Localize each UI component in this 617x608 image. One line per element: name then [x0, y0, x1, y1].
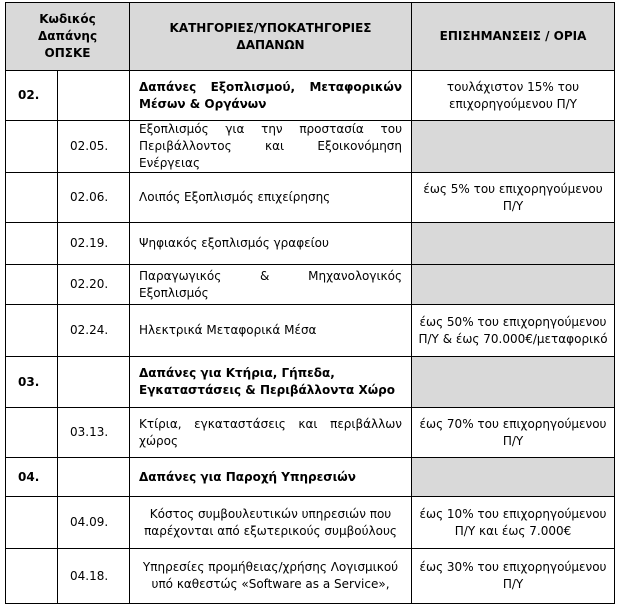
row-description — [130, 458, 412, 497]
row-note — [412, 173, 615, 223]
header-category-line: ΚΑΤΗΓΟΡΙΕΣ/ΥΠΟΚΑΤΗΓΟΡΙΕΣ — [169, 20, 372, 35]
row-note-empty — [412, 458, 615, 497]
row-note-line: έως 10% του επιχορηγούμενου — [419, 506, 607, 521]
row-note-line: Π/Υ — [502, 198, 524, 213]
row-description — [130, 121, 412, 173]
header-category-line: ΔΑΠΑΝΩΝ — [236, 37, 305, 52]
table-row — [6, 357, 615, 408]
row-code: 02.20. — [58, 265, 130, 305]
row-description — [130, 223, 412, 265]
empty-cell — [6, 497, 58, 549]
empty-cell — [6, 173, 58, 223]
row-note — [412, 497, 615, 549]
table-row — [6, 549, 615, 604]
row-note — [412, 408, 615, 458]
row-note-line: Π/Υ & έως 70.000€/μεταφορικό — [418, 331, 608, 346]
row-note-empty — [412, 223, 615, 265]
empty-cell — [58, 458, 130, 497]
empty-cell — [6, 121, 58, 173]
header-category — [130, 3, 412, 71]
row-description-line: Ψηφιακός εξοπλισμός γραφείου — [139, 236, 329, 250]
row-note — [412, 71, 615, 121]
row-description-line: Λοιπός Εξοπλισμός επιχείρησης — [139, 190, 331, 204]
table-row — [6, 265, 615, 305]
table-row — [6, 173, 615, 223]
table-header-row — [6, 3, 615, 71]
empty-cell — [6, 265, 58, 305]
table-row — [6, 305, 615, 357]
row-description-line: Ηλεκτρικά Μεταφορικά Μέσα — [139, 323, 317, 337]
row-description — [130, 173, 412, 223]
row-note — [412, 549, 615, 604]
table-row — [6, 497, 615, 549]
row-description-line: Κτίρια, εγκαταστάσεις και περιβάλλων χώρος — [139, 416, 403, 448]
row-description — [130, 265, 412, 305]
row-description-line: Δαπάνες για Κτήρια, Γήπεδα, — [139, 366, 335, 380]
header-code-line: Δαπάνης — [37, 29, 98, 43]
header-code-line: ΟΠΣΚΕ — [44, 46, 91, 60]
row-description-line: Μέσων & Οργάνων — [139, 96, 267, 111]
row-description — [130, 71, 412, 121]
table-row — [6, 458, 615, 497]
empty-cell — [6, 305, 58, 357]
row-description — [130, 497, 412, 549]
row-code: 04.09. — [58, 497, 130, 549]
row-description — [130, 305, 412, 357]
row-description-line: Δαπάνες Εξοπλισμού, Μεταφορικών — [139, 79, 403, 94]
empty-cell — [58, 357, 130, 408]
row-code: 02.24. — [58, 305, 130, 357]
row-description-line: Δαπάνες για Παροχή Υπηρεσιών — [139, 469, 356, 484]
row-code: 04.18. — [58, 549, 130, 604]
empty-cell — [6, 223, 58, 265]
empty-cell — [6, 549, 58, 604]
row-note-empty — [412, 357, 615, 408]
header-notes: ΕΠΙΣΗΜΑΝΣΕΙΣ / ΟΡΙΑ — [412, 3, 615, 71]
header-code — [6, 3, 130, 71]
row-description-line: Κόστος συμβουλευτικών υπηρεσιών που — [149, 506, 392, 521]
row-description-line: Υπηρεσίες προμήθειας/χρήσης Λογισμικού — [142, 560, 399, 574]
table-row — [6, 71, 615, 121]
row-note-line: τουλάχιστον 15% του — [446, 79, 580, 94]
table-row — [6, 223, 615, 265]
expense-categories-table — [5, 2, 615, 604]
row-note-line: έως 70% του επιχορηγούμενου — [419, 416, 607, 431]
row-code: 04. — [6, 458, 58, 497]
row-description-line: Εγκαταστάσεις & Περιβάλλοντα Χώρο — [139, 383, 395, 397]
row-note-empty — [412, 265, 615, 305]
row-description — [130, 357, 412, 408]
empty-cell — [6, 408, 58, 458]
row-description-line: Εξοπλισμός για την προστασία του — [139, 122, 403, 136]
row-code: 02.05. — [58, 121, 130, 173]
row-code: 03. — [6, 357, 58, 408]
row-note-line: Π/Υ και έως 7.000€ — [454, 523, 572, 538]
row-note — [412, 305, 615, 357]
row-code: 03.13. — [58, 408, 130, 458]
row-note-line: επιχορηγούμενου Π/Υ — [449, 96, 577, 111]
row-note-line: έως 30% του επιχορηγούμενου — [419, 560, 607, 574]
row-code: 02. — [6, 71, 58, 121]
table-row — [6, 408, 615, 458]
row-note-empty — [412, 121, 615, 173]
empty-cell — [58, 71, 130, 121]
table-row — [6, 121, 615, 173]
row-description-line: Περιβάλλοντος και Εξοικονόμηση Ενέργειας — [139, 139, 403, 170]
row-code: 02.06. — [58, 173, 130, 223]
row-description — [130, 549, 412, 604]
header-code-line: Κωδικός — [39, 12, 96, 26]
row-note-line: Π/Υ — [502, 433, 524, 448]
row-note-line: έως 50% του επιχορηγούμενου — [419, 314, 607, 329]
row-note-line: έως 5% του επιχορηγούμενου — [423, 181, 603, 196]
row-description-line: υπό καθεστώς «Software as a Service», — [151, 577, 390, 591]
row-description-line: παρέχονται από εξωτερικούς συμβούλους — [144, 523, 397, 538]
row-description-line: Παραγωγικός & Μηχανολογικός Εξοπλισμός — [139, 268, 403, 300]
row-code: 02.19. — [58, 223, 130, 265]
row-description — [130, 408, 412, 458]
row-note-line: Π/Υ — [502, 577, 524, 591]
